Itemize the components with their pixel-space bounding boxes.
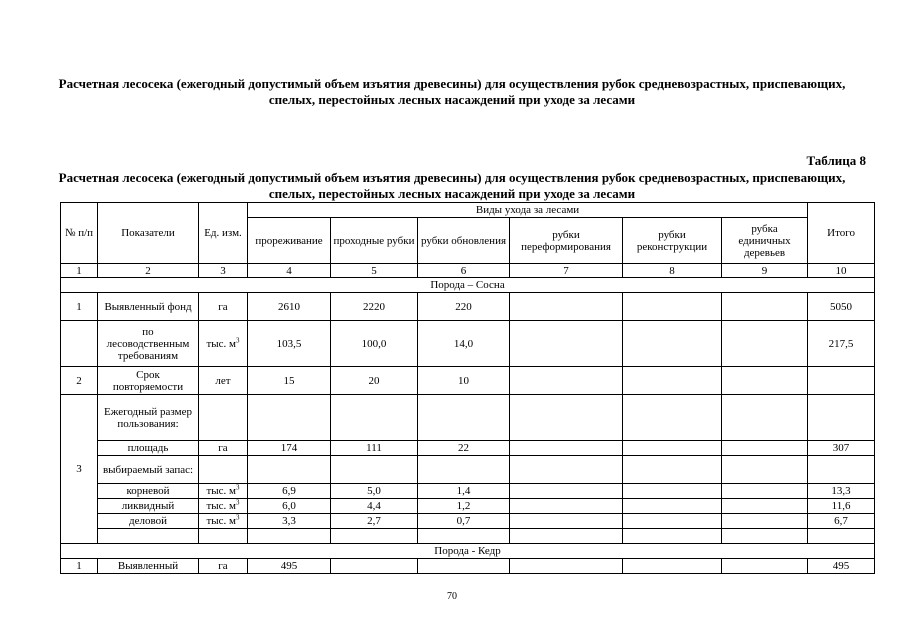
cell-single <box>722 529 808 544</box>
cell-reconstruction <box>623 395 722 441</box>
cell-reform <box>510 367 623 395</box>
table-title: Расчетная лесосека (ежегодный допустимый объем изъятия древесины) для осуществления рубок средневозрастных, приспевающих, спелых, перестойных лесных насаждений при уходе за лесами <box>58 170 846 201</box>
cell-thinning <box>248 395 331 441</box>
cell-renewal <box>418 456 510 484</box>
cell-single <box>722 441 808 456</box>
col-num: 3 <box>199 264 248 278</box>
cell-total: 13,3 <box>808 484 875 499</box>
row-label: Ежегодный размер пользования: <box>98 395 199 441</box>
cell-passing: 100,0 <box>331 321 418 367</box>
row-label: Выявленный фонд <box>98 293 199 321</box>
cell-passing: 2220 <box>331 293 418 321</box>
cell-reconstruction <box>623 484 722 499</box>
unit-text: тыс. м <box>206 337 237 350</box>
unit-text: тыс. м <box>206 500 237 512</box>
cell-passing: 2,7 <box>331 514 418 529</box>
cell-reconstruction <box>623 559 722 574</box>
cell-renewal: 1,2 <box>418 499 510 514</box>
table-row <box>61 499 875 514</box>
page-number: 70 <box>447 591 457 602</box>
cell-passing <box>331 529 418 544</box>
cell-single <box>722 293 808 321</box>
table-row <box>61 484 875 499</box>
header-thinning: прореживание <box>248 218 331 264</box>
table-row <box>61 293 875 321</box>
cell-single <box>722 395 808 441</box>
unit-superscript: 3 <box>236 498 240 507</box>
row-num: 3 <box>61 395 98 544</box>
cell-reform <box>510 293 623 321</box>
header-passing: проходные рубки <box>331 218 418 264</box>
cell-thinning: 3,3 <box>248 514 331 529</box>
table-row <box>61 321 875 367</box>
row-unit: га <box>199 441 248 456</box>
unit-superscript: 3 <box>236 483 240 492</box>
col-num: 5 <box>331 264 418 278</box>
main-title: Расчетная лесосека (ежегодный допустимый объем изъятия древесины) для осуществления рубок средневозрастных, приспевающих, спелых, перестойных лесных насаждений при уходе за лесами <box>58 76 846 107</box>
cell-single <box>722 499 808 514</box>
cell-reconstruction <box>623 514 722 529</box>
col-num: 4 <box>248 264 331 278</box>
cell-reconstruction <box>623 293 722 321</box>
cell-total: 6,7 <box>808 514 875 529</box>
header-num: № п/п <box>61 203 98 264</box>
header-renewal: рубки обновления <box>418 218 510 264</box>
row-unit: га <box>199 293 248 321</box>
section-pine: Порода – Сосна <box>61 278 875 293</box>
cell-single <box>722 367 808 395</box>
section-cedar: Порода - Кедр <box>61 544 875 559</box>
row-unit: лет <box>199 367 248 395</box>
table-row <box>61 559 875 574</box>
cell-thinning: 6,0 <box>248 499 331 514</box>
table-row <box>61 441 875 456</box>
cell-reconstruction <box>623 367 722 395</box>
cell-reconstruction <box>623 529 722 544</box>
col-num: 2 <box>98 264 199 278</box>
table-row <box>61 367 875 395</box>
cell-total <box>808 395 875 441</box>
row-label <box>98 529 199 544</box>
col-num: 9 <box>722 264 808 278</box>
cell-passing <box>331 559 418 574</box>
col-num: 1 <box>61 264 98 278</box>
cell-reconstruction <box>623 441 722 456</box>
cell-passing: 5,0 <box>331 484 418 499</box>
row-unit <box>199 456 248 484</box>
cell-thinning: 495 <box>248 559 331 574</box>
header-reform: рубки переформирования <box>510 218 623 264</box>
column-number-row <box>61 264 875 278</box>
row-label: Срок повторяемости <box>98 367 199 395</box>
row-label: Выявленный <box>98 559 199 574</box>
cell-thinning: 15 <box>248 367 331 395</box>
header-row-1 <box>61 203 875 218</box>
header-indicators: Показатели <box>98 203 199 264</box>
cell-single <box>722 514 808 529</box>
cell-total: 307 <box>808 441 875 456</box>
cell-renewal: 14,0 <box>418 321 510 367</box>
row-label: по лесоводственным требованиям <box>98 321 199 367</box>
row-label: деловой <box>98 514 199 529</box>
cell-total: 217,5 <box>808 321 875 367</box>
cell-renewal: 1,4 <box>418 484 510 499</box>
unit-superscript: 3 <box>236 335 240 344</box>
table-label: Таблица 8 <box>806 153 866 168</box>
cell-renewal <box>418 559 510 574</box>
row-unit <box>199 395 248 441</box>
cell-reconstruction <box>623 499 722 514</box>
cell-single <box>722 484 808 499</box>
cell-passing: 20 <box>331 367 418 395</box>
cell-passing: 4,4 <box>331 499 418 514</box>
cell-renewal: 0,7 <box>418 514 510 529</box>
cell-thinning: 103,5 <box>248 321 331 367</box>
cell-passing <box>331 395 418 441</box>
cell-reform <box>510 441 623 456</box>
cell-thinning: 2610 <box>248 293 331 321</box>
cell-renewal: 220 <box>418 293 510 321</box>
row-num: 1 <box>61 559 98 574</box>
cell-thinning: 6,9 <box>248 484 331 499</box>
unit-text: тыс. м <box>206 515 237 527</box>
table-row <box>61 395 875 441</box>
cell-total: 5050 <box>808 293 875 321</box>
unit-superscript: 3 <box>236 513 240 522</box>
cell-reform <box>510 321 623 367</box>
header-reconstruction: рубки реконструкции <box>623 218 722 264</box>
cell-reform <box>510 529 623 544</box>
cell-total <box>808 367 875 395</box>
cell-thinning: 174 <box>248 441 331 456</box>
cell-reform <box>510 499 623 514</box>
row-unit <box>199 321 248 367</box>
row-label: площадь <box>98 441 199 456</box>
allowable-cut-table <box>60 202 875 574</box>
section-row <box>61 544 875 559</box>
cell-renewal <box>418 529 510 544</box>
header-unit: Ед. изм. <box>199 203 248 264</box>
cell-reform <box>510 395 623 441</box>
cell-reform <box>510 456 623 484</box>
row-unit <box>199 484 248 499</box>
row-unit <box>199 499 248 514</box>
row-unit <box>199 529 248 544</box>
cell-total <box>808 456 875 484</box>
row-num: 2 <box>61 367 98 395</box>
row-label: выбираемый запас: <box>98 456 199 484</box>
col-num: 7 <box>510 264 623 278</box>
row-num <box>61 321 98 367</box>
table-row <box>61 456 875 484</box>
cell-renewal: 22 <box>418 441 510 456</box>
cell-reform <box>510 484 623 499</box>
cell-thinning <box>248 529 331 544</box>
row-num: 1 <box>61 293 98 321</box>
cell-single <box>722 321 808 367</box>
cell-renewal <box>418 395 510 441</box>
header-total: Итого <box>808 203 875 264</box>
cell-total <box>808 529 875 544</box>
table-row <box>61 529 875 544</box>
cell-reform <box>510 514 623 529</box>
header-types-group: Виды ухода за лесами <box>248 203 808 218</box>
cell-passing: 111 <box>331 441 418 456</box>
row-unit: га <box>199 559 248 574</box>
cell-reconstruction <box>623 321 722 367</box>
cell-reconstruction <box>623 456 722 484</box>
row-label: корневой <box>98 484 199 499</box>
header-single: рубка единичных деревьев <box>722 218 808 264</box>
cell-reform <box>510 559 623 574</box>
col-num: 6 <box>418 264 510 278</box>
cell-renewal: 10 <box>418 367 510 395</box>
col-num: 10 <box>808 264 875 278</box>
cell-total: 495 <box>808 559 875 574</box>
unit-text: тыс. м <box>206 485 237 497</box>
section-row <box>61 278 875 293</box>
cell-thinning <box>248 456 331 484</box>
col-num: 8 <box>623 264 722 278</box>
cell-single <box>722 559 808 574</box>
cell-single <box>722 456 808 484</box>
table-row <box>61 514 875 529</box>
cell-passing <box>331 456 418 484</box>
row-label: ликвидный <box>98 499 199 514</box>
row-unit <box>199 514 248 529</box>
cell-total: 11,6 <box>808 499 875 514</box>
